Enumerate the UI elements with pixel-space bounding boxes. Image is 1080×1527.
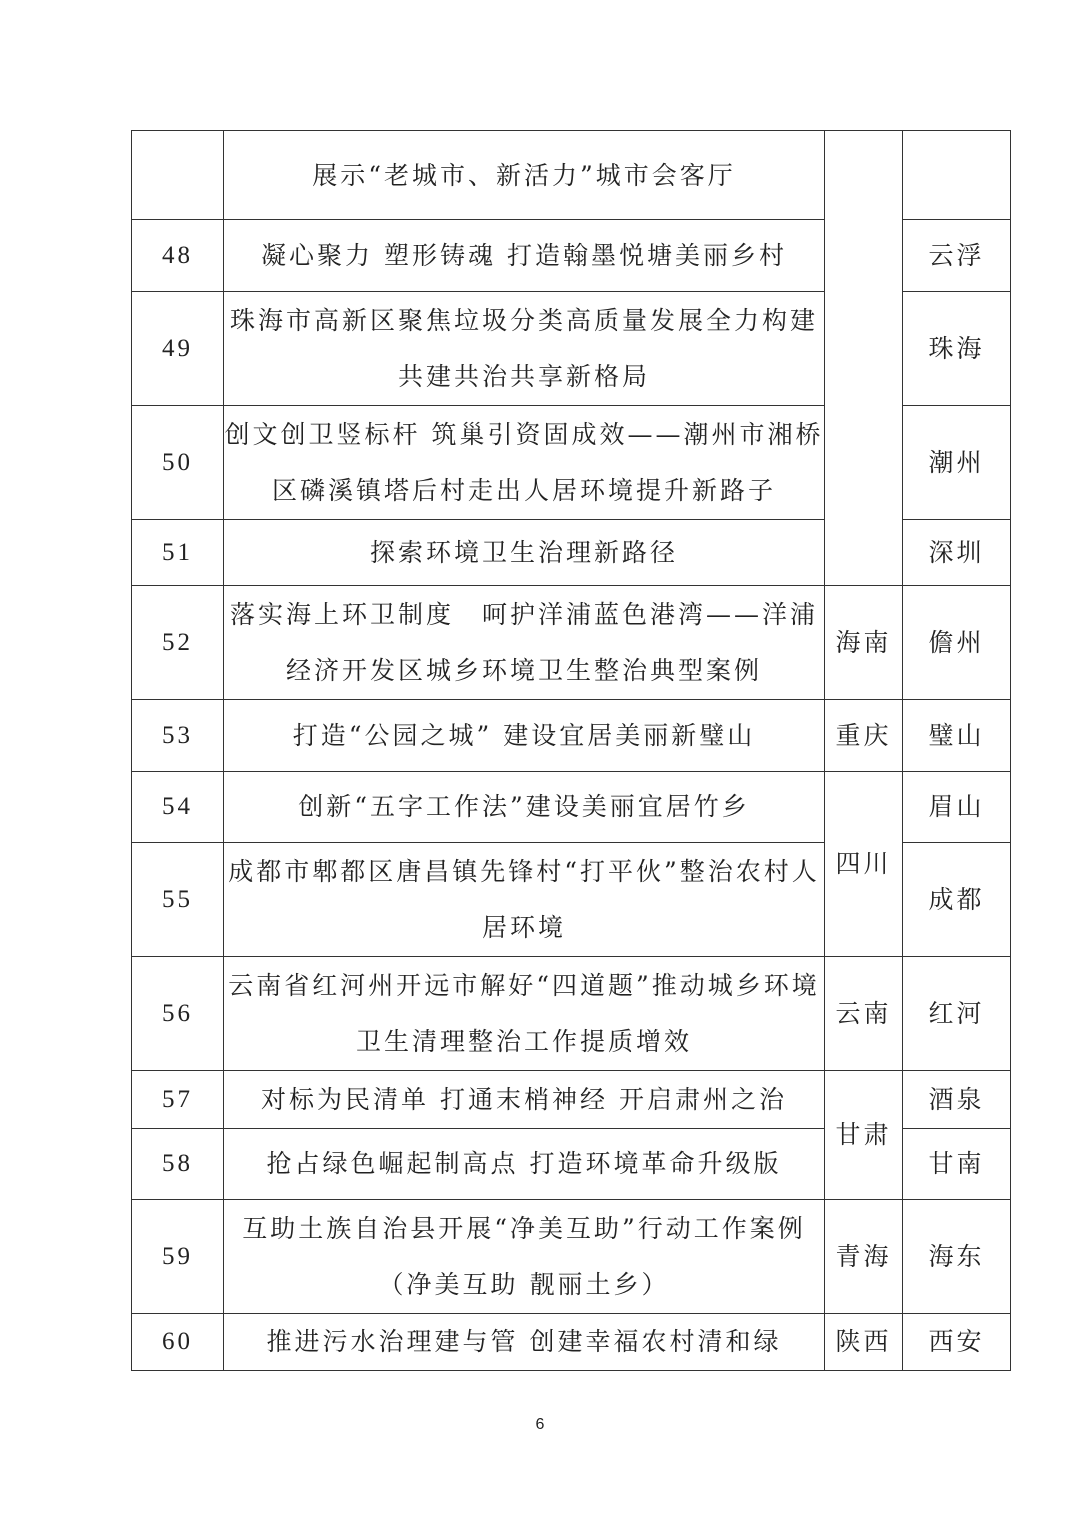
table-row xyxy=(132,1314,1011,1371)
row-number: 58 xyxy=(132,1129,224,1200)
city-cell: 眉山 xyxy=(903,772,1011,843)
city-cell: 红河 xyxy=(903,957,1011,1071)
table-row xyxy=(132,957,1011,1071)
case-title: 成都市郫都区唐昌镇先锋村“打平伙”整治农村人居环境 xyxy=(224,843,825,957)
case-title: 凝心聚力 塑形铸魂 打造翰墨悦塘美丽乡村 xyxy=(224,220,825,292)
province-cell: 重庆 xyxy=(825,700,903,772)
city-cell: 潮州 xyxy=(903,406,1011,520)
row-number: 48 xyxy=(132,220,224,292)
table-row xyxy=(132,1200,1011,1314)
case-table xyxy=(131,130,1011,1371)
case-title: 抢占绿色崛起制高点 打造环境革命升级版 xyxy=(224,1129,825,1200)
table-row xyxy=(132,700,1011,772)
row-number: 54 xyxy=(132,772,224,843)
province-cell: 陕西 xyxy=(825,1314,903,1371)
row-number: 50 xyxy=(132,406,224,520)
row-number: 52 xyxy=(132,586,224,700)
province-cell: 青海 xyxy=(825,1200,903,1314)
table-row xyxy=(132,586,1011,700)
case-title: 云南省红河州开远市解好“四道题”推动城乡环境卫生清理整治工作提质增效 xyxy=(224,957,825,1071)
city-cell: 璧山 xyxy=(903,700,1011,772)
row-number: 49 xyxy=(132,292,224,406)
row-number: 53 xyxy=(132,700,224,772)
case-title: 展示“老城市、新活力”城市会客厅 xyxy=(224,131,825,220)
province-cell: 云南 xyxy=(825,957,903,1071)
row-number: 51 xyxy=(132,520,224,586)
city-cell: 甘南 xyxy=(903,1129,1011,1200)
city-cell: 西安 xyxy=(903,1314,1011,1371)
case-title: 探索环境卫生治理新路径 xyxy=(224,520,825,586)
row-number: 56 xyxy=(132,957,224,1071)
row-number: 60 xyxy=(132,1314,224,1371)
city-cell xyxy=(903,131,1011,220)
city-cell: 酒泉 xyxy=(903,1071,1011,1129)
province-cell xyxy=(825,131,903,586)
case-title: 创文创卫竖标杆 筑巢引资固成效——潮州市湘桥区磷溪镇塔后村走出人居环境提升新路子 xyxy=(224,406,825,520)
case-title: 珠海市高新区聚焦垃圾分类高质量发展全力构建共建共治共享新格局 xyxy=(224,292,825,406)
city-cell: 海东 xyxy=(903,1200,1011,1314)
table-row xyxy=(132,131,1011,220)
table-row xyxy=(132,1071,1011,1129)
case-title: 推进污水治理建与管 创建幸福农村清和绿 xyxy=(224,1314,825,1371)
table-row xyxy=(132,772,1011,843)
row-number: 57 xyxy=(132,1071,224,1129)
case-title: 打造“公园之城” 建设宜居美丽新璧山 xyxy=(224,700,825,772)
city-cell: 珠海 xyxy=(903,292,1011,406)
case-title: 创新“五字工作法”建设美丽宜居竹乡 xyxy=(224,772,825,843)
province-cell: 四川 xyxy=(825,772,903,957)
row-number: 59 xyxy=(132,1200,224,1314)
page-number: 6 xyxy=(535,1416,545,1433)
province-cell: 海南 xyxy=(825,586,903,700)
row-number: 55 xyxy=(132,843,224,957)
city-cell: 儋州 xyxy=(903,586,1011,700)
city-cell: 云浮 xyxy=(903,220,1011,292)
city-cell: 成都 xyxy=(903,843,1011,957)
case-title: 对标为民清单 打通末梢神经 开启肃州之治 xyxy=(224,1071,825,1129)
province-cell: 甘肃 xyxy=(825,1071,903,1200)
case-title: 互助土族自治县开展“净美互助”行动工作案例（净美互助 靓丽土乡） xyxy=(224,1200,825,1314)
city-cell: 深圳 xyxy=(903,520,1011,586)
row-number xyxy=(132,131,224,220)
case-title: 落实海上环卫制度 呵护洋浦蓝色港湾——洋浦经济开发区城乡环境卫生整治典型案例 xyxy=(224,586,825,700)
